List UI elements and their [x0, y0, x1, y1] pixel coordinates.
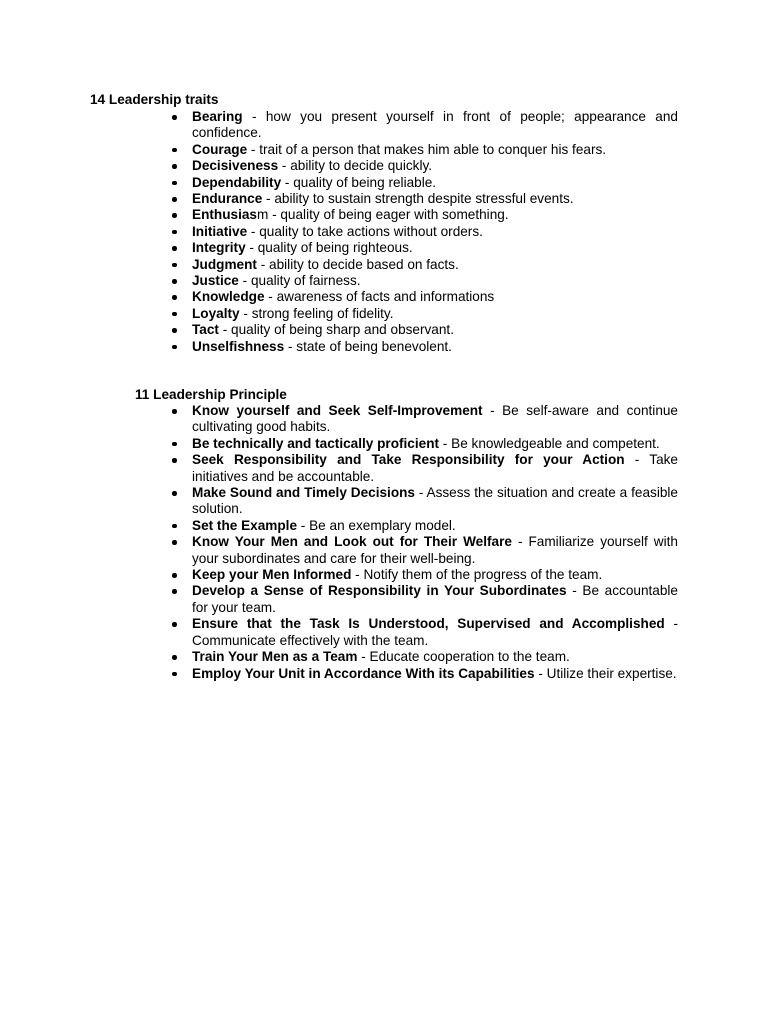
trait-term: Knowledge — [192, 289, 265, 305]
principle-description: Be accountable for your team. — [192, 583, 678, 615]
list-item — [192, 191, 678, 207]
trait-separator: - — [242, 109, 266, 124]
list-item — [192, 257, 678, 273]
trait-separator: - — [218, 322, 232, 338]
trait-term: Enthusias — [192, 207, 257, 223]
principle-description: Educate cooperation to the team. — [369, 649, 570, 665]
list-item — [192, 175, 678, 191]
trait-description: quality of being righteous. — [257, 240, 413, 256]
trait-term: Unselfishness — [192, 338, 285, 354]
list-item — [192, 158, 678, 174]
trait-description: quality of being sharp and observant. — [231, 322, 454, 338]
principle-separator: - — [351, 567, 364, 583]
principle-term: Set the Example — [192, 517, 298, 533]
trait-separator: - — [238, 273, 251, 289]
trait-separator: - — [262, 191, 275, 207]
principle-term: Seek Responsibility and Take Responsibility for your Action — [192, 452, 625, 468]
principle-term: Develop a Sense of Responsibility in Your Subordinates — [192, 583, 567, 599]
trait-term: Decisiveness — [192, 158, 279, 174]
trait-description: ability to decide based on facts. — [269, 256, 459, 272]
principle-separator: - — [511, 534, 529, 550]
trait-separator: - — [247, 141, 260, 157]
trait-description: how you present yourself in front of people; appearance and confidence. — [192, 109, 678, 141]
trait-term: Judgment — [192, 256, 257, 272]
principle-term: Be technically and tactically proficient — [192, 435, 440, 451]
principle-separator: - — [664, 616, 678, 632]
list-item — [192, 289, 678, 305]
trait-description: ability to sustain strength despite stressful events. — [274, 191, 574, 207]
trait-term: Justice — [192, 273, 239, 289]
principle-description: Be an exemplary model. — [309, 517, 456, 533]
trait-term: Courage — [192, 141, 248, 157]
trait-separator: - — [256, 256, 270, 272]
principle-term: Know yourself and Seek Self-Improvement — [192, 403, 483, 418]
list-item — [192, 616, 678, 649]
list-item — [192, 240, 678, 256]
principle-separator: - — [624, 452, 650, 468]
principles-heading: 11 Leadership Principle — [135, 387, 287, 402]
trait-description: ability to decide quickly. — [290, 158, 433, 174]
list-item — [192, 306, 678, 322]
list-item — [192, 567, 678, 583]
trait-description: quality of being reliable. — [293, 174, 437, 190]
trait-separator: - — [264, 289, 277, 305]
principle-separator: - — [297, 517, 310, 533]
trait-term: Endurance — [192, 191, 263, 207]
principle-separator: - — [482, 403, 503, 418]
trait-separator: - — [278, 158, 291, 174]
trait-description: trait of a person that makes him able to conquer his fears. — [259, 141, 607, 157]
list-item — [192, 452, 678, 485]
trait-term: Tact — [192, 322, 219, 338]
trait-description: m - quality of being eager with something. — [256, 207, 509, 223]
principle-term: Know Your Men and Look out for Their Welfare — [192, 534, 512, 550]
principle-description: Take initiatives and be accountable. — [192, 452, 678, 484]
principle-description: Familiarize yourself with your subordinates and care for their well-being. — [192, 534, 678, 566]
trait-term: Dependability — [192, 174, 282, 190]
trait-description: awareness of facts and informations — [276, 289, 495, 305]
list-item — [192, 485, 678, 518]
traits-list — [192, 109, 678, 355]
principle-separator: - — [534, 665, 547, 681]
principles-list — [192, 403, 678, 682]
principle-separator: - — [414, 485, 427, 501]
trait-description: quality to take actions without orders. — [259, 223, 483, 239]
principle-term: Train Your Men as a Team — [192, 649, 358, 665]
trait-term: Loyalty — [192, 305, 240, 321]
list-item — [192, 273, 678, 289]
list-item — [192, 339, 678, 355]
principle-separator: - — [439, 435, 452, 451]
list-item — [192, 207, 678, 223]
principle-description: Be self-aware and continue cultivating good habits. — [192, 403, 678, 435]
list-item — [192, 534, 678, 567]
principle-term: Ensure that the Task Is Understood, Supervised and Accomplished — [192, 616, 665, 632]
list-item — [192, 142, 678, 158]
list-item — [192, 403, 678, 436]
trait-separator: - — [284, 338, 297, 354]
list-item — [192, 518, 678, 534]
principle-description: Be knowledgeable and competent. — [451, 435, 660, 451]
principle-term: Employ Your Unit in Accordance With its Capabilities — [192, 665, 535, 681]
principle-description: Assess the situation and create a feasible solution. — [192, 485, 678, 517]
trait-separator: - — [281, 174, 294, 190]
principle-separator: - — [566, 583, 583, 599]
principle-description: Notify them of the progress of the team. — [363, 567, 603, 583]
trait-term: Bearing — [192, 109, 243, 124]
principle-term: Keep your Men Informed — [192, 567, 352, 583]
principle-description: Utilize their expertise. — [546, 665, 677, 681]
trait-description: state of being benevolent. — [296, 338, 452, 354]
list-item — [192, 583, 678, 616]
traits-heading: 14 Leadership traits — [90, 92, 219, 107]
trait-term: Integrity — [192, 240, 246, 256]
principle-description: Communicate effectively with the team. — [192, 632, 429, 648]
list-item — [192, 436, 678, 452]
principle-separator: - — [357, 649, 370, 665]
trait-term: Initiative — [192, 223, 248, 239]
trait-separator: - — [239, 305, 252, 321]
trait-separator: - — [245, 240, 258, 256]
trait-separator: - — [247, 223, 260, 239]
list-item — [192, 109, 678, 142]
list-item — [192, 649, 678, 665]
trait-description: strong feeling of fidelity. — [251, 305, 394, 321]
trait-description: quality of fairness. — [250, 273, 361, 289]
principle-term: Make Sound and Timely Decisions — [192, 485, 415, 501]
list-item — [192, 224, 678, 240]
list-item — [192, 666, 678, 682]
list-item — [192, 322, 678, 338]
